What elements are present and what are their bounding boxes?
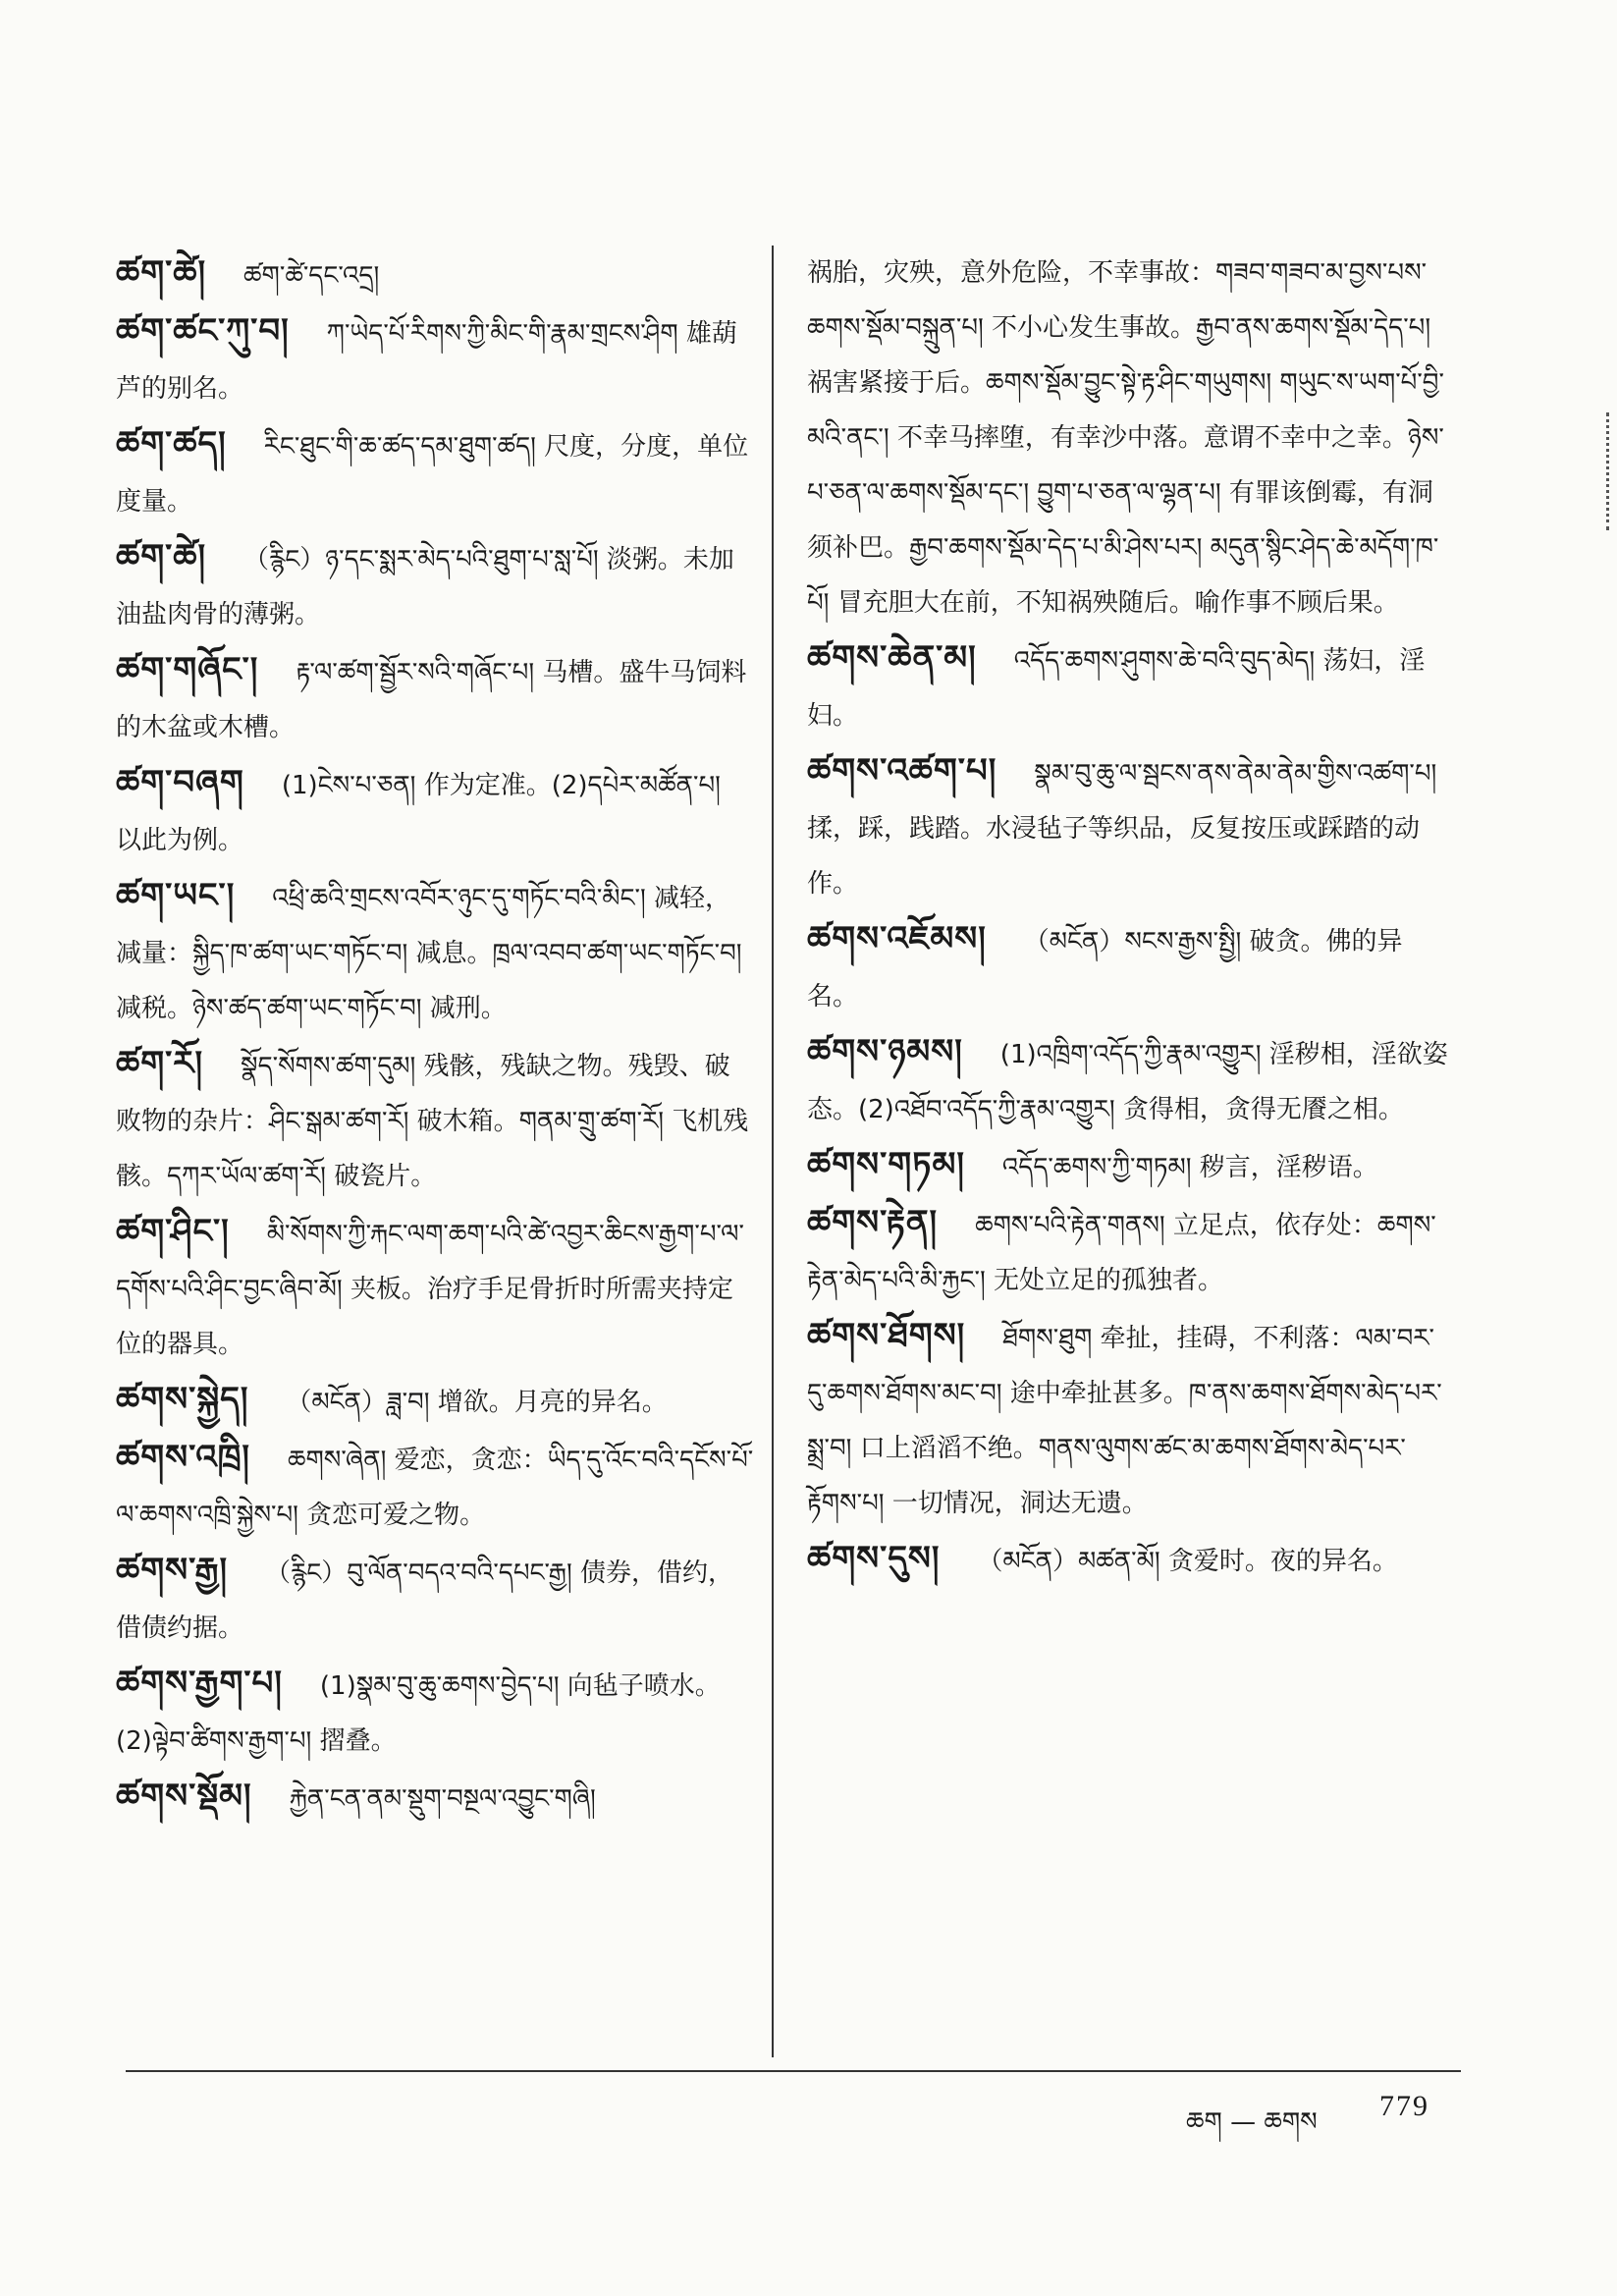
dictionary-entry [807, 1531, 1450, 1589]
dictionary-entry [807, 743, 1450, 911]
entry-headword: ཚགས་སྐྱེད། [116, 1380, 249, 1419]
entry-headword: ཚགས་ཆེན་མ། [807, 638, 977, 678]
entry-headword: ཚགས་ཐོགས། [807, 1316, 966, 1355]
entry-definition: འདོད་ཆགས་ཤུགས་ཆེ་བའི་བུད་མེད། 荡妇，淫妇。 [807, 646, 1426, 731]
dictionary-entry [807, 1308, 1450, 1531]
dictionary-entry [116, 1543, 754, 1656]
entry-headword: ཚག་ཚད། [116, 424, 227, 464]
entry-definition: （མངོན）མཚན་མོ། 贪爱时。夜的异名。 [977, 1547, 1398, 1576]
entry-headword: ཚག་ཚེ། [116, 253, 207, 293]
entry-definition: （མངོན）སངས་རྒྱས་སྤྱི། 破贪。佛的异名。 [807, 927, 1403, 1011]
entry-headword: ཚགས་རྒྱག་པ། [116, 1664, 283, 1703]
running-head: ཆག — ཆགས [1186, 2107, 1318, 2137]
entry-headword: ཚགས་འཁྲི། [116, 1438, 250, 1477]
dictionary-entry [116, 1372, 754, 1430]
dictionary-entry [116, 1204, 754, 1372]
entry-definition: སྣོད་སོགས་ཚག་དུམ། 残骸，残缺之物。残毁、破败物的杂片：ཤིང་སྒམ་ཚག་རོ། 破木箱。གནམ་གྲུ་ཚག་རོ། 飞机残骸。དཀར་ཡོལ་ཚག་རོ། 破瓷片。 [116, 1052, 749, 1191]
entry-definition: ཚག་ཚེ་དང་འདྲ། [243, 261, 380, 291]
dictionary-entry [116, 868, 754, 1036]
entry-definition: （རྙིང）ཉ་དང་སྨར་མེད་པའི་ཐུག་པ་སླ་པོ། 淡粥。未加油盐肉骨的薄粥。 [116, 545, 734, 629]
dictionary-entry [807, 1024, 1450, 1137]
entry-definition: རྟ་ལ་ཚག་སྦྱོར་སའི་གཞོང་པ། 马槽。盛牛马饲料的木盆或木槽。 [116, 658, 747, 742]
entry-definition: 祸胎，灾殃，意外危险，不幸事故：གཟབ་གཟབ་མ་བྱས་པས་ཆགས་སྡོམ་བསྐྲུན་པ། 不小心发生事故。རྒྱབ་ནས་ཆགས་སྡོམ་དེད་པ། 祸害紧接于后。ཆགས་སྡོམ་བྱུང་སྟེ་རྟ་ཤིང་གཡུགས། གཡུང་ས་ཡག་པོ་བྱི་མའི་ནང་། 不幸马摔堕，有幸沙中落。意谓不幸中之幸。ཉེས་པ་ཅན་ལ་ཆགས་སྡོམ་དང་། བྱུག་པ་ཅན་ལ་ལྷན་པ། 有罪该倒霉，有洞须补巴。རྒྱབ་ཆགས་སྡོམ་དེད་པ་མི་ཤེས་པར། མདུན་སྙིང་ཤེད་ཆེ་མདོག་ཁ་པོ། 冒充胆大在前，不知祸殃随后。喻作事不顾后果。 [807, 258, 1444, 618]
entry-headword: ཚག་ཤིང་། [116, 1212, 230, 1251]
entry-headword: ཚགས་འཚག་པ། [807, 751, 997, 791]
page-edge-mark [1606, 412, 1617, 530]
entry-definition: (1)འཁྲིག་འདོད་ཀྱི་རྣམ་འགྱུར། 淫秽相，淫欲姿态。(2)འཐོབ་འདོད་ཀྱི་རྣམ་འགྱུར། 贪得相，贪得无餍之相。 [807, 1040, 1448, 1124]
entry-definition: རིང་ཐུང་གི་ཆ་ཚད་དམ་ཐུག་ཚད། 尺度，分度，单位度量。 [116, 432, 749, 517]
dictionary-entry [807, 246, 1450, 630]
dictionary-entry [116, 246, 754, 303]
dictionary-entry [807, 1137, 1450, 1195]
left-column [116, 246, 754, 1827]
entry-definition: (1)ངེས་པ་ཅན། 作为定准。(2)དཔེར་མཚོན་པ། 以此为例。 [116, 771, 721, 855]
entry-headword: ཚགས་སྡོམ། [116, 1777, 252, 1816]
dictionary-entry [116, 529, 754, 642]
entry-definition: ཆགས་ཞེན། 爱恋，贪恋：ཡིད་དུ་འོང་བའི་དངོས་པོ་ལ་ཆགས་འཁྲི་སྐྱེས་པ། 贪恋可爱之物。 [116, 1446, 754, 1530]
right-column [807, 246, 1450, 1589]
entry-definition: རྐྱེན་ངན་ནམ་སྡུག་བསྔལ་འབྱུང་གཞི། [289, 1784, 596, 1814]
dictionary-entry [807, 630, 1450, 743]
entry-headword: ཚགས་དུས། [807, 1539, 941, 1578]
entry-headword: ཚག་ཡང་། [116, 876, 236, 915]
entry-definition: མི་སོགས་ཀྱི་རྐང་ལག་ཆག་པའི་ཚེ་འབྱར་ཆིངས་རྒྱག་པ་ལ་དགོས་པའི་ཤིང་བྱང་ཞིབ་མོ། 夹板。治疗手足骨折时所需夹持定位的器具。 [116, 1220, 744, 1359]
entry-definition: ཆགས་པའི་རྟེན་གནས། 立足点，依存处：ཆགས་རྟེན་མེད་པའི་མི་རྐྱང་། 无处立足的孤独者。 [807, 1211, 1436, 1295]
entry-headword: ཚག་བཞག [116, 763, 244, 802]
entry-headword: ཚགས་འཇོམས། [807, 919, 987, 958]
dictionary-entry [116, 1036, 754, 1204]
entry-definition: （མངོན）ཟླ་བ། 增欲。月亮的异名。 [286, 1388, 668, 1417]
dictionary-entry [116, 303, 754, 416]
dictionary-entry [116, 755, 754, 868]
dictionary-entry [807, 1195, 1450, 1308]
entry-headword: ཚག་ཚེ། [116, 537, 207, 576]
dictionary-entry [116, 1769, 754, 1827]
entry-definition: （རྙིང）བུ་ལོན་བདའ་བའི་དཔང་རྒྱ། 债券，借约，借债约据。 [116, 1558, 734, 1643]
entry-headword: ཚག་རོ། [116, 1044, 204, 1083]
entry-headword: ཚག་གཞོང་། [116, 650, 259, 689]
entry-definition: ཐོགས་ཐུག 牵扯，挂碍，不利落：ལམ་བར་དུ་ཆགས་ཐོགས་མང་བ། 途中牵扯甚多。ཁ་ནས་ཆགས་ཐོགས་མེད་པར་སྨྲ་བ། 口上滔滔不绝。གནས་ལུགས་ཚང་མ་ཆགས་ཐོགས་མེད་པར་རྟོགས་པ། 一切情况，洞达无遗。 [807, 1324, 1442, 1518]
footer-rule [126, 2070, 1461, 2072]
entry-headword: ཚགས་རྒྱ། [116, 1551, 229, 1590]
dictionary-entry [116, 416, 754, 529]
entry-headword: ཚགས་ཉམས། [807, 1032, 963, 1071]
entry-definition: འཕྲི་ཆའི་གྲངས་འབོར་ཉུང་དུ་གཏོང་བའི་མིང་། 减轻，减量：སྐྱིད་ཁ་ཚག་ཡང་གཏོང་བ། 减息。ཁྲལ་འབབ་ཚག་ཡང་གཏོང་བ། 减税。ཉེས་ཚད་ཚག་ཡང་གཏོང་བ། 减刑。 [116, 884, 742, 1023]
entry-headword: ཚགས་རྟེན། [807, 1203, 939, 1242]
entry-headword: ཚགས་གཏམ། [807, 1145, 965, 1184]
entry-definition: སྣམ་བུ་ཆུ་ལ་སྦངས་ནས་ནེམ་ནེམ་གྱིས་འཚག་པ། 揉，踩，践踏。水浸毡子等织品，反复按压或踩踏的动作。 [807, 759, 1437, 899]
page-number: 779 [1379, 2090, 1429, 2122]
dictionary-entry [807, 911, 1450, 1024]
dictionary-entry [116, 1430, 754, 1543]
column-divider [772, 246, 774, 2057]
entry-definition: (1)སྣམ་བུ་ཆུ་ཆགས་བྱེད་པ། 向毡子喷水。(2)ལྟེབ་ཚིགས་རྒྱག་པ། 摺叠。 [116, 1671, 721, 1756]
entry-definition: ཀ་ཡེད་པོ་རིགས་ཀྱི་མིང་གི་རྣམ་གྲངས་ཤིག 雄葫芦的别名。 [116, 319, 737, 404]
entry-definition: འདོད་ཆགས་ཀྱི་གཏམ། 秽言，淫秽语。 [1001, 1153, 1378, 1182]
dictionary-entry [116, 642, 754, 755]
dictionary-entry [116, 1656, 754, 1769]
entry-headword: ཚག་ཚང་ཀུ་བ། [116, 311, 290, 351]
